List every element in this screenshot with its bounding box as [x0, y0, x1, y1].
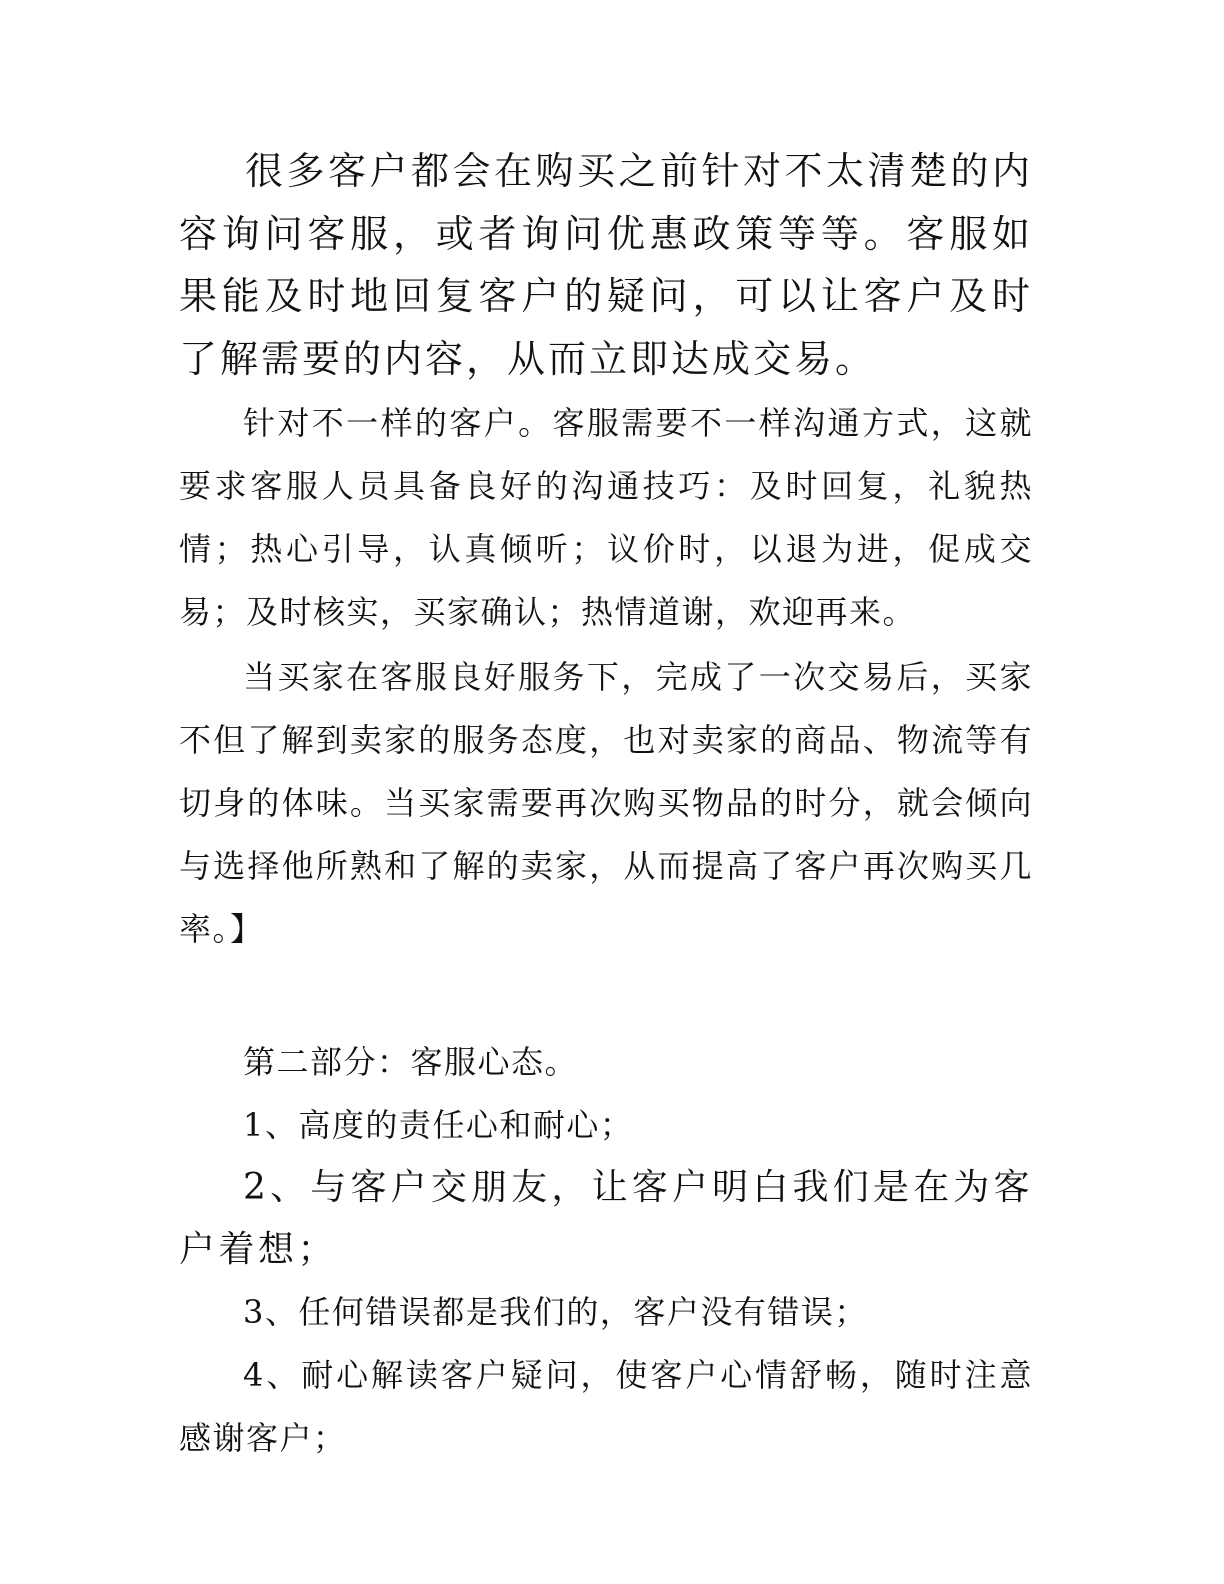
section-heading: 第二部分：客服心态。 — [243, 1043, 579, 1081]
document-page — [179, 140, 1033, 1470]
paragraph-3: 当买家在客服良好服务下，完成了一次交易后，买家不但了解到卖家的服务态度，也对卖家的商品、物流等有切身的体味。当买家需要再次购买物品的时分，就会倾向与选择他所熟和了解的卖家，从而提高了客户再次购买几率。】 — [179, 658, 1033, 948]
list-item-3: 3、任何错误都是我们的，客户没有错误； — [243, 1293, 868, 1331]
paragraph-2: 针对不一样的客户。客服需要不一样沟通方式，这就要求客服人员具备良好的沟通技巧：及时回复，礼貌热情；热心引导，认真倾听；议价时，以退为进，促成交易；及时核实，买家确认；热情道谢，欢迎再来。 — [179, 404, 1033, 631]
list-item-4: 4、耐心解读客户疑问，使客户心情舒畅，随时注意感谢客户； — [179, 1356, 1033, 1457]
list-item-1: 1、高度的责任心和耐心； — [243, 1106, 634, 1144]
list-item-2: 2、与客户交朋友，让客户明白我们是在为客户着想； — [179, 1167, 1033, 1270]
paragraph-1: 很多客户都会在购买之前针对不太清楚的内容询问客服，或者询问优惠政策等等。客服如果能及时地回复客户的疑问，可以让客户及时了解需要的内容，从而立即达成交易。 — [179, 149, 1033, 381]
